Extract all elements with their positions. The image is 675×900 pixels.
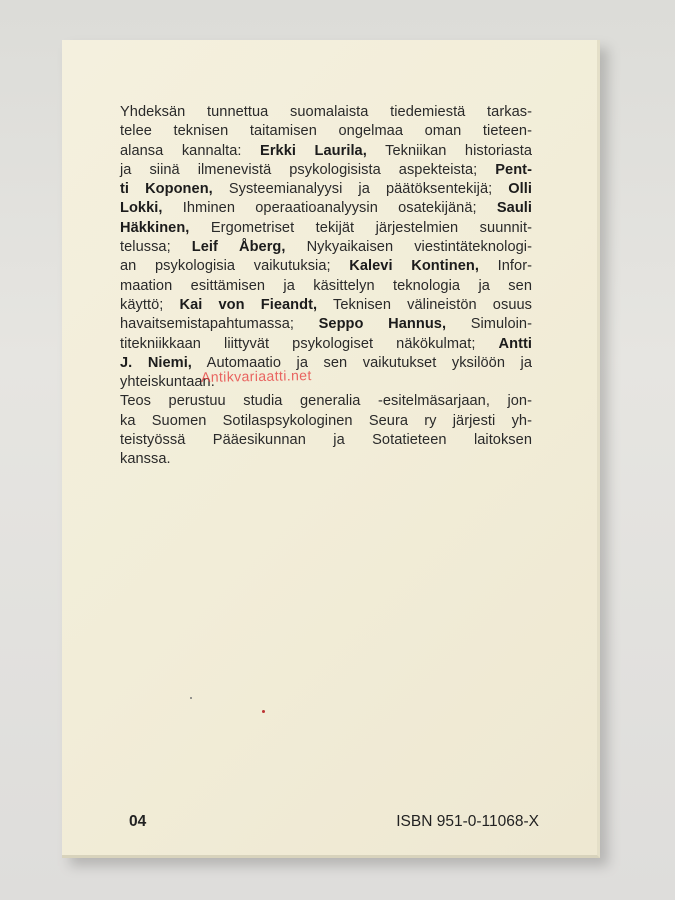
blurb-line: Yhdeksän tunnettua suomalaista tiedemiestä tarkas- [120,104,532,120]
blurb-line: Lokki, Ihminen operaatioanalyysin osatekijänä; Sauli [120,200,532,217]
blurb-line: Häkkinen, Ergometriset tekijät järjestelmien suunnit- [120,219,532,236]
author-name: Pent- [495,161,532,178]
author-name: Antti [498,335,532,352]
blurb-line: kanssa. [120,451,171,468]
author-name: ti Koponen, [120,181,213,198]
blurb-line: an psykologisia vaikutuksia; Kalevi Kontinen, Infor- [120,258,533,275]
blurb-line: maation esittämisen ja käsittelyn teknologia ja sen [120,277,532,294]
cover-speck [262,710,265,713]
author-name: Olli [508,181,532,198]
blurb-line: titekniikkaan liittyvät psykologiset näkökulmat; Antti [120,335,532,352]
blurb-line: yhteiskuntaan. [120,374,215,391]
blurb-line: telee teknisen taitamisen ongelmaa oman tieteen- [120,123,532,140]
blurb-line: Teos perustuu studia generalia -esitelmäsarjaan, jon- [120,393,532,410]
blurb-line: J. Niemi, Automaatio ja sen vaikutukset yksilöön ja [120,354,532,371]
blurb-line: ti Koponen, Systeemianalyysi ja päätöksentekijä; Olli [120,181,532,198]
cover-speck [190,697,192,699]
author-name: Erkki Laurila, [260,142,367,159]
author-name: Häkkinen, [120,219,190,236]
series-code: 04 [129,813,147,830]
watermark-text: Antikvariaatti.net [200,367,312,385]
blurb-line: teistyössä Pääesikunnan ja Sotatieteen laitoksen [120,432,532,449]
blurb-line: ja siinä ilmenevistä psykologisista aspekteista; Pent- [120,161,532,178]
author-name: Sauli [496,200,532,217]
author-name: Kai von Fieandt, [179,296,318,313]
blurb-line: havaitsemistapahtumassa; Seppo Hannus, Simuloin- [120,316,532,333]
book-back-cover [62,40,600,858]
blurb-line: alansa kannalta: Erkki Laurila, Tekniikan historiasta [120,142,532,159]
author-name: Seppo Hannus, [318,316,447,333]
blurb-line: käyttö; Kai von Fieandt, Teknisen välineistön osuus [120,296,532,313]
author-name: J. Niemi, [120,354,192,371]
isbn-number: ISBN 951-0-11068-X [396,813,539,830]
back-cover-blurb [120,103,532,470]
author-name: Leif Åberg, [191,239,286,256]
author-name: Lokki, [120,200,163,217]
blurb-line: telussa; Leif Åberg, Nykyaikaisen viestintäteknologi- [120,239,532,256]
blurb-line: ka Suomen Sotilaspsykologinen Seura ry järjesti yh- [120,412,532,429]
author-name: Kalevi Kontinen, [349,258,479,275]
